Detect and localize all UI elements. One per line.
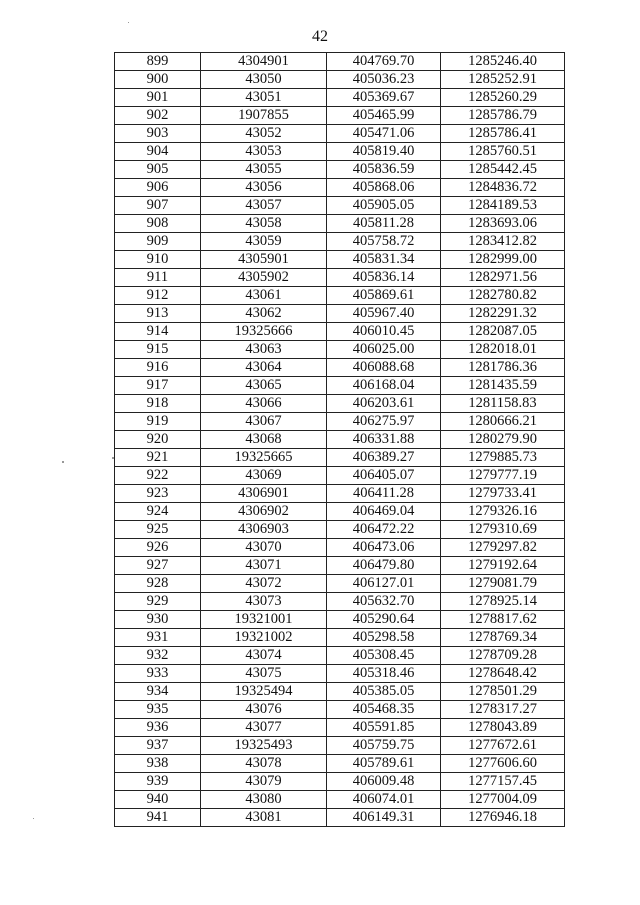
table-row — [115, 467, 565, 485]
x-coordinate-cell: 405759.75 — [327, 737, 441, 755]
point-id-cell: 4306901 — [201, 485, 327, 503]
x-coordinate-cell: 405868.06 — [327, 179, 441, 197]
x-coordinate-cell: 406472.22 — [327, 521, 441, 539]
page-number: 42 — [312, 28, 328, 45]
point-id-cell: 43059 — [201, 233, 327, 251]
y-coordinate-cell: 1282018.01 — [441, 341, 565, 359]
table-row — [115, 125, 565, 143]
x-coordinate-cell: 406088.68 — [327, 359, 441, 377]
point-number-cell: 903 — [115, 125, 201, 143]
x-coordinate-cell: 405632.70 — [327, 593, 441, 611]
point-number-cell: 932 — [115, 647, 201, 665]
point-number-cell: 940 — [115, 791, 201, 809]
table-body — [115, 53, 565, 827]
table-row — [115, 161, 565, 179]
y-coordinate-cell: 1281786.36 — [441, 359, 565, 377]
x-coordinate-cell: 405836.59 — [327, 161, 441, 179]
y-coordinate-cell: 1281158.83 — [441, 395, 565, 413]
point-number-cell: 914 — [115, 323, 201, 341]
x-coordinate-cell: 405298.58 — [327, 629, 441, 647]
x-coordinate-cell: 405811.28 — [327, 215, 441, 233]
table-row — [115, 287, 565, 305]
point-id-cell: 43055 — [201, 161, 327, 179]
point-number-cell: 927 — [115, 557, 201, 575]
point-number-cell: 916 — [115, 359, 201, 377]
point-id-cell: 43057 — [201, 197, 327, 215]
x-coordinate-cell: 405465.99 — [327, 107, 441, 125]
point-number-cell: 918 — [115, 395, 201, 413]
point-number-cell: 939 — [115, 773, 201, 791]
y-coordinate-cell: 1277606.60 — [441, 755, 565, 773]
point-number-cell: 907 — [115, 197, 201, 215]
point-id-cell: 43072 — [201, 575, 327, 593]
y-coordinate-cell: 1285246.40 — [441, 53, 565, 71]
point-number-cell: 915 — [115, 341, 201, 359]
y-coordinate-cell: 1285442.45 — [441, 161, 565, 179]
point-number-cell: 924 — [115, 503, 201, 521]
point-id-cell: 43061 — [201, 287, 327, 305]
table-row — [115, 395, 565, 413]
table-row — [115, 215, 565, 233]
y-coordinate-cell: 1279081.79 — [441, 575, 565, 593]
point-number-cell: 926 — [115, 539, 201, 557]
table-row — [115, 521, 565, 539]
point-number-cell: 935 — [115, 701, 201, 719]
x-coordinate-cell: 406411.28 — [327, 485, 441, 503]
y-coordinate-cell: 1285786.79 — [441, 107, 565, 125]
point-id-cell: 19325493 — [201, 737, 327, 755]
y-coordinate-cell: 1279297.82 — [441, 539, 565, 557]
x-coordinate-cell: 405758.72 — [327, 233, 441, 251]
x-coordinate-cell: 406469.04 — [327, 503, 441, 521]
x-coordinate-cell: 406405.07 — [327, 467, 441, 485]
y-coordinate-cell: 1278317.27 — [441, 701, 565, 719]
point-id-cell: 43064 — [201, 359, 327, 377]
table-row — [115, 71, 565, 89]
point-id-cell: 43052 — [201, 125, 327, 143]
point-id-cell: 43070 — [201, 539, 327, 557]
x-coordinate-cell: 406025.00 — [327, 341, 441, 359]
y-coordinate-cell: 1284189.53 — [441, 197, 565, 215]
y-coordinate-cell: 1283412.82 — [441, 233, 565, 251]
point-number-cell: 934 — [115, 683, 201, 701]
y-coordinate-cell: 1284836.72 — [441, 179, 565, 197]
point-number-cell: 910 — [115, 251, 201, 269]
table-row — [115, 575, 565, 593]
point-number-cell: 937 — [115, 737, 201, 755]
y-coordinate-cell: 1280279.90 — [441, 431, 565, 449]
point-id-cell: 43063 — [201, 341, 327, 359]
point-number-cell: 904 — [115, 143, 201, 161]
point-id-cell: 4305901 — [201, 251, 327, 269]
table-row — [115, 719, 565, 737]
point-id-cell: 19325665 — [201, 449, 327, 467]
y-coordinate-cell: 1277004.09 — [441, 791, 565, 809]
point-id-cell: 43074 — [201, 647, 327, 665]
table-row — [115, 647, 565, 665]
x-coordinate-cell: 406149.31 — [327, 809, 441, 827]
y-coordinate-cell: 1281435.59 — [441, 377, 565, 395]
point-id-cell: 43056 — [201, 179, 327, 197]
point-number-cell: 908 — [115, 215, 201, 233]
table-row — [115, 773, 565, 791]
point-id-cell: 43078 — [201, 755, 327, 773]
y-coordinate-cell: 1279777.19 — [441, 467, 565, 485]
point-id-cell: 4306903 — [201, 521, 327, 539]
point-id-cell: 43062 — [201, 305, 327, 323]
scan-speck — [62, 461, 64, 463]
x-coordinate-cell: 406331.88 — [327, 431, 441, 449]
scan-speck — [33, 818, 34, 819]
x-coordinate-cell: 405967.40 — [327, 305, 441, 323]
point-number-cell: 919 — [115, 413, 201, 431]
table-row — [115, 179, 565, 197]
table-row — [115, 107, 565, 125]
y-coordinate-cell: 1278817.62 — [441, 611, 565, 629]
table-row — [115, 611, 565, 629]
coordinates-table — [114, 52, 565, 827]
table-row — [115, 269, 565, 287]
y-coordinate-cell: 1278043.89 — [441, 719, 565, 737]
point-id-cell: 43079 — [201, 773, 327, 791]
point-number-cell: 920 — [115, 431, 201, 449]
y-coordinate-cell: 1282999.00 — [441, 251, 565, 269]
point-id-cell: 19321002 — [201, 629, 327, 647]
point-id-cell: 43066 — [201, 395, 327, 413]
point-id-cell: 43071 — [201, 557, 327, 575]
point-number-cell: 909 — [115, 233, 201, 251]
table-row — [115, 431, 565, 449]
x-coordinate-cell: 406389.27 — [327, 449, 441, 467]
table-row — [115, 665, 565, 683]
table-row — [115, 683, 565, 701]
table-row — [115, 377, 565, 395]
x-coordinate-cell: 404769.70 — [327, 53, 441, 71]
x-coordinate-cell: 405831.34 — [327, 251, 441, 269]
x-coordinate-cell: 405369.67 — [327, 89, 441, 107]
table-row — [115, 323, 565, 341]
point-number-cell: 917 — [115, 377, 201, 395]
scan-speck — [128, 22, 129, 23]
point-number-cell: 936 — [115, 719, 201, 737]
table-row — [115, 593, 565, 611]
point-id-cell: 19325494 — [201, 683, 327, 701]
point-number-cell: 912 — [115, 287, 201, 305]
x-coordinate-cell: 406009.48 — [327, 773, 441, 791]
y-coordinate-cell: 1285760.51 — [441, 143, 565, 161]
x-coordinate-cell: 405471.06 — [327, 125, 441, 143]
x-coordinate-cell: 405385.05 — [327, 683, 441, 701]
x-coordinate-cell: 405308.45 — [327, 647, 441, 665]
table-row — [115, 359, 565, 377]
y-coordinate-cell: 1282780.82 — [441, 287, 565, 305]
x-coordinate-cell: 405905.05 — [327, 197, 441, 215]
point-id-cell: 43067 — [201, 413, 327, 431]
point-number-cell: 901 — [115, 89, 201, 107]
y-coordinate-cell: 1277672.61 — [441, 737, 565, 755]
table-row — [115, 89, 565, 107]
table-row — [115, 341, 565, 359]
y-coordinate-cell: 1285260.29 — [441, 89, 565, 107]
point-id-cell: 43081 — [201, 809, 327, 827]
table-row — [115, 53, 565, 71]
point-number-cell: 929 — [115, 593, 201, 611]
x-coordinate-cell: 405789.61 — [327, 755, 441, 773]
point-number-cell: 913 — [115, 305, 201, 323]
point-number-cell: 900 — [115, 71, 201, 89]
point-id-cell: 43077 — [201, 719, 327, 737]
point-number-cell: 923 — [115, 485, 201, 503]
x-coordinate-cell: 406168.04 — [327, 377, 441, 395]
table-row — [115, 737, 565, 755]
point-id-cell: 1907855 — [201, 107, 327, 125]
table-row — [115, 233, 565, 251]
table-row — [115, 449, 565, 467]
point-id-cell: 43051 — [201, 89, 327, 107]
point-number-cell: 930 — [115, 611, 201, 629]
point-id-cell: 43080 — [201, 791, 327, 809]
x-coordinate-cell: 406479.80 — [327, 557, 441, 575]
y-coordinate-cell: 1276946.18 — [441, 809, 565, 827]
x-coordinate-cell: 406473.06 — [327, 539, 441, 557]
point-id-cell: 43075 — [201, 665, 327, 683]
x-coordinate-cell: 406074.01 — [327, 791, 441, 809]
table-row — [115, 755, 565, 773]
x-coordinate-cell: 405468.35 — [327, 701, 441, 719]
table-row — [115, 197, 565, 215]
y-coordinate-cell: 1280666.21 — [441, 413, 565, 431]
table-row — [115, 413, 565, 431]
x-coordinate-cell: 405869.61 — [327, 287, 441, 305]
y-coordinate-cell: 1277157.45 — [441, 773, 565, 791]
x-coordinate-cell: 405318.46 — [327, 665, 441, 683]
table-row — [115, 305, 565, 323]
point-id-cell: 43068 — [201, 431, 327, 449]
table-row — [115, 143, 565, 161]
point-number-cell: 931 — [115, 629, 201, 647]
y-coordinate-cell: 1279733.41 — [441, 485, 565, 503]
point-id-cell: 43050 — [201, 71, 327, 89]
y-coordinate-cell: 1282971.56 — [441, 269, 565, 287]
point-id-cell: 43076 — [201, 701, 327, 719]
y-coordinate-cell: 1278925.14 — [441, 593, 565, 611]
x-coordinate-cell: 406203.61 — [327, 395, 441, 413]
point-number-cell: 925 — [115, 521, 201, 539]
table-row — [115, 485, 565, 503]
point-number-cell: 928 — [115, 575, 201, 593]
x-coordinate-cell: 405819.40 — [327, 143, 441, 161]
point-id-cell: 4305902 — [201, 269, 327, 287]
point-number-cell: 922 — [115, 467, 201, 485]
point-number-cell: 906 — [115, 179, 201, 197]
point-id-cell: 43065 — [201, 377, 327, 395]
point-number-cell: 899 — [115, 53, 201, 71]
y-coordinate-cell: 1279192.64 — [441, 557, 565, 575]
y-coordinate-cell: 1283693.06 — [441, 215, 565, 233]
point-id-cell: 19321001 — [201, 611, 327, 629]
y-coordinate-cell: 1279885.73 — [441, 449, 565, 467]
point-number-cell: 905 — [115, 161, 201, 179]
y-coordinate-cell: 1279310.69 — [441, 521, 565, 539]
x-coordinate-cell: 406010.45 — [327, 323, 441, 341]
x-coordinate-cell: 406275.97 — [327, 413, 441, 431]
point-number-cell: 911 — [115, 269, 201, 287]
y-coordinate-cell: 1278648.42 — [441, 665, 565, 683]
x-coordinate-cell: 405591.85 — [327, 719, 441, 737]
x-coordinate-cell: 405290.64 — [327, 611, 441, 629]
y-coordinate-cell: 1285786.41 — [441, 125, 565, 143]
point-number-cell: 921 — [115, 449, 201, 467]
table-row — [115, 251, 565, 269]
point-number-cell: 941 — [115, 809, 201, 827]
point-id-cell: 43069 — [201, 467, 327, 485]
y-coordinate-cell: 1278501.29 — [441, 683, 565, 701]
point-id-cell: 19325666 — [201, 323, 327, 341]
table-row — [115, 701, 565, 719]
point-id-cell: 4304901 — [201, 53, 327, 71]
point-id-cell: 43073 — [201, 593, 327, 611]
point-id-cell: 43058 — [201, 215, 327, 233]
point-id-cell: 4306902 — [201, 503, 327, 521]
point-number-cell: 938 — [115, 755, 201, 773]
point-id-cell: 43053 — [201, 143, 327, 161]
y-coordinate-cell: 1279326.16 — [441, 503, 565, 521]
table-row — [115, 791, 565, 809]
y-coordinate-cell: 1278769.34 — [441, 629, 565, 647]
table-row — [115, 557, 565, 575]
table-row — [115, 809, 565, 827]
table-row — [115, 539, 565, 557]
y-coordinate-cell: 1282291.32 — [441, 305, 565, 323]
table-row — [115, 629, 565, 647]
table-row — [115, 503, 565, 521]
x-coordinate-cell: 405836.14 — [327, 269, 441, 287]
scan-speck — [112, 457, 114, 459]
y-coordinate-cell: 1278709.28 — [441, 647, 565, 665]
x-coordinate-cell: 406127.01 — [327, 575, 441, 593]
y-coordinate-cell: 1282087.05 — [441, 323, 565, 341]
y-coordinate-cell: 1285252.91 — [441, 71, 565, 89]
point-number-cell: 902 — [115, 107, 201, 125]
point-number-cell: 933 — [115, 665, 201, 683]
x-coordinate-cell: 405036.23 — [327, 71, 441, 89]
